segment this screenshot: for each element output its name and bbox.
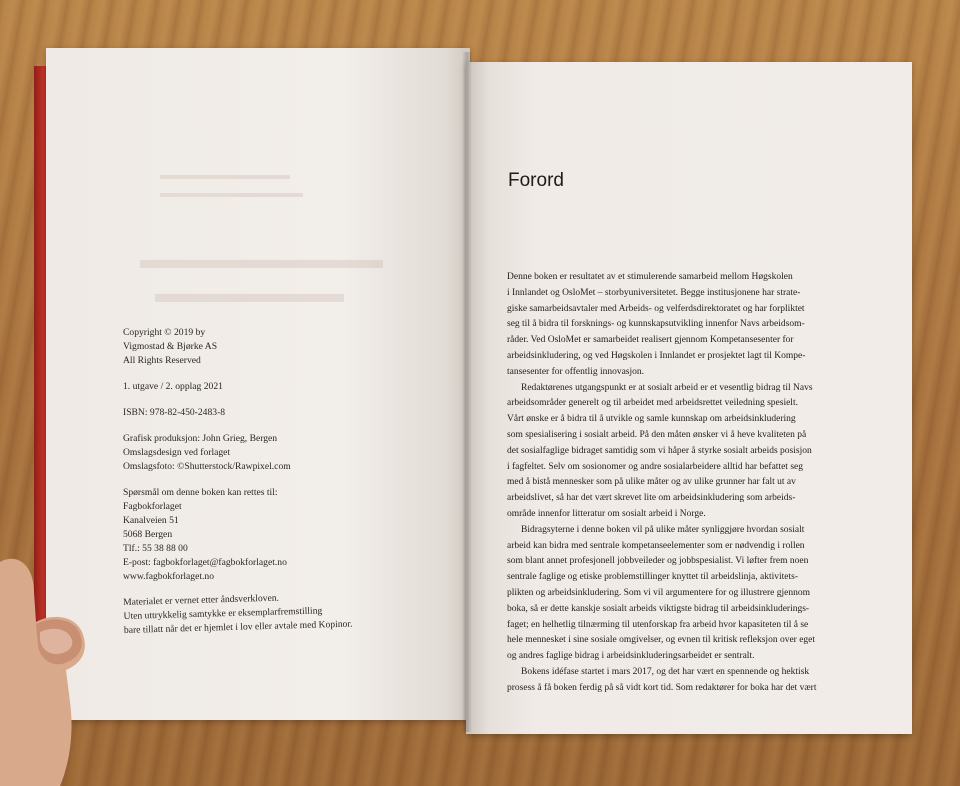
text-line: Bidragsyterne i denne boken vil på ulike måter synliggjøre hvordan sosialt	[521, 524, 805, 535]
rights-notice-line: Materialet er vernet etter åndsverkloven.	[123, 592, 280, 608]
text-line: område innenfor litteratur om sosialt arbeid i Norge.	[507, 508, 706, 519]
cover-photo-line: Omslagsfoto: ©Shutterstock/Rawpixel.com	[123, 461, 291, 472]
paragraph	[507, 665, 825, 697]
hand-thumb	[0, 552, 92, 786]
text-line: giske samarbeidsavtaler med Arbeids- og velferdsdirektoratet og har forpliktet	[507, 303, 805, 314]
text-line: Vårt ønske er å bidra til å utvikle og samle kunnskap om arbeidsinkludering	[507, 414, 796, 425]
contact-street: Kanalveien 51	[123, 515, 179, 526]
rights-notice	[123, 587, 444, 638]
text-line: med å bistå mennesker som på ulike måter og av ulike grunner har falt ut av	[507, 477, 796, 488]
text-line: i Innlandet og OsloMet – storbyuniversitetet. Begge institusjonene har strate-	[507, 287, 801, 298]
text-line: sentrale faglige og etiske problemstillinger knyttet til arbeidslinja, aktivitets-	[507, 572, 798, 583]
page-title: Forord	[508, 170, 564, 191]
contact-intro: Spørsmål om denne boken kan rettes til:	[123, 487, 278, 498]
foreword-body	[507, 270, 825, 697]
text-line: Redaktørenes utgangspunkt er at sosialt arbeid er et vesentlig bidrag til Navs	[521, 382, 813, 393]
rights-line: All Rights Reserved	[123, 355, 201, 366]
text-line: tansesenter for offentlig innovasjon.	[507, 366, 645, 377]
cover-design-line: Omslagsdesign ved forlaget	[123, 447, 231, 458]
production-line: Grafisk produksjon: John Grieg, Bergen	[123, 433, 278, 444]
text-line: plikten og arbeidsinkludering. Som vi vil argumentere for og illustrere gjennom	[507, 587, 810, 598]
contact-phone: Tlf.: 55 38 88 00	[123, 543, 188, 554]
contact-website: www.fagbokforlaget.no	[123, 571, 215, 582]
copyright-block	[123, 326, 443, 650]
show-through-shadow: ▬▬▬▬▬▬▬▬▬▬ ▬▬▬▬▬▬▬▬▬▬▬	[160, 167, 303, 200]
copyright-notice	[123, 326, 443, 368]
text-line: prosess å få boken ferdig på så vidt kort tid. Som redaktører for boka har det vært	[507, 682, 817, 693]
isbn-info	[123, 406, 443, 420]
text-line: arbeidsinkludering, og ved Høgskolen i Innlandet er prosjektet lagt til Kompe-	[507, 350, 806, 361]
copyright-line: Copyright © 2019 by	[123, 327, 206, 338]
text-line: arbeidslivet, så har det vært skrevet lite om arbeidsinkludering som arbeids-	[507, 493, 796, 504]
text-line: og andres faglige bidrag i arbeidsinkluderingsarbeidet er sentralt.	[507, 651, 755, 662]
text-line: faget; en helhetlig tilnærming til utenforskap fra arbeid hvor kapasiteten til å se	[507, 619, 809, 630]
edition-info	[123, 380, 443, 394]
text-line: seg til å bidra til forsknings- og kunnskapsutvikling innenfor Navs arbeidsom-	[507, 319, 805, 330]
text-line: arbeid kan bidra med sentrale kompetanseelementer som er nødvendig i rollen	[507, 540, 805, 551]
text-line: råder. Ved OsloMet er samarbeidet realisert gjennom Kompetansesenter for	[507, 335, 794, 346]
contact-city: 5068 Bergen	[123, 529, 173, 540]
contact-name: Fagbokforlaget	[123, 501, 182, 512]
text-line: som spesialisering i sosialt arbeid. På den måten ønsker vi å heve kvaliteten på	[507, 429, 807, 440]
text-line: det sosialfaglige bidraget samtidig som vi håper å styrke sosialt arbeids posisjon	[507, 445, 812, 456]
contact-email: E-post: fagbokforlaget@fagbokforlaget.no	[123, 557, 287, 568]
book-gutter	[462, 52, 472, 732]
text-line: som blant annet profesjonell jobbveileder og jobbspesialist. Vi løfter frem noen	[507, 556, 809, 567]
rights-notice-line: bare tillatt når det er hjemlet i lov eller avtale med Kopinor.	[123, 618, 353, 636]
show-through-title-shadow: ▬▬▬▬▬▬▬▬▬ ▬▬▬▬▬▬▬	[140, 244, 383, 308]
production-credits	[123, 432, 443, 474]
contact-info	[123, 486, 443, 584]
rights-notice-line: Uten uttrykkelig samtykke er eksemplarfremstilling	[123, 605, 323, 622]
text-line: i fagfeltet. Selv om sosionomer og andre sosialarbeidere alltid har befattet seg	[507, 461, 803, 472]
text-line: Bokens idéfase startet i mars 2017, og det har vært en spennende og hektisk	[521, 666, 810, 677]
paragraph	[507, 381, 825, 523]
text-line: boka, så er dette kanskje sosialt arbeids viktigste bidrag til arbeidsinkluderings-	[507, 603, 810, 614]
paragraph	[507, 270, 825, 381]
isbn-line: ISBN: 978-82-450-2483-8	[123, 407, 226, 418]
text-line: Denne boken er resultatet av et stimulerende samarbeid mellom Høgskolen	[507, 272, 793, 282]
publisher-line: Vigmostad & Bjørke AS	[123, 341, 218, 352]
edition-line: 1. utgave / 2. opplag 2021	[123, 381, 223, 392]
text-line: arbeidsområder generelt og til arbeidet med arbeidsrettet veiledning spesielt.	[507, 398, 798, 409]
text-line: hele mennesket i sine sosiale omgivelser, og evnen til kritisk refleksjon over eget	[507, 635, 816, 646]
paragraph	[507, 523, 825, 665]
